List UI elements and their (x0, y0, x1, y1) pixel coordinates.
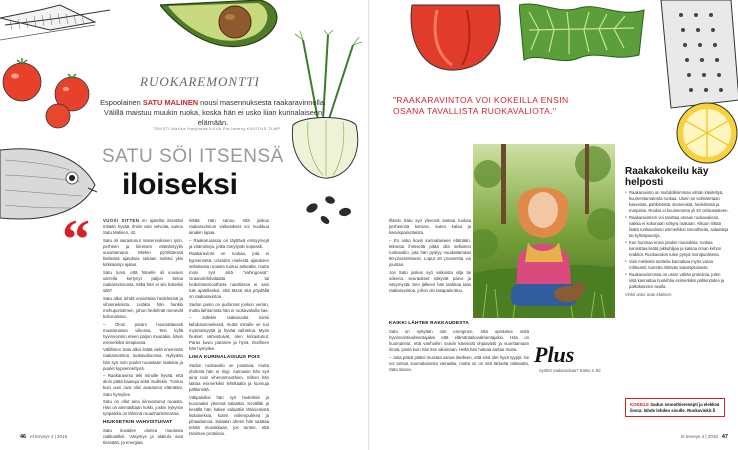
paragraph: Jos Satu joskus syö valkoista vilja tai sokeria, seuraukset näkyvät paino ja väsymystä. Sen jälkeen hän tankkaa taas raakaravintoa, johon olo tasapainottuu. (389, 269, 471, 294)
body-column-2 (189, 218, 269, 439)
page-number: 47 (721, 434, 728, 440)
page-number: 46 (20, 434, 27, 440)
intro-name: SATU MALINEN (142, 98, 199, 107)
plus-text: Syötkö raakaruokaa? Katso s. 82 (539, 368, 601, 373)
paragraph: Satu kuvailee olonsa muutosta radikaaliksi. Väsymys ja alakulo ovat tiessään, ja energiaa (103, 428, 183, 446)
paragraph: – Oloni parani huomattavasti muutamassa viikossa. Tein kyllä hyvinvoinnin eteen paljon muutakin, kävin esimerkiksi terapiassa. (103, 321, 183, 345)
related-link-box[interactable] (625, 398, 725, 417)
paragraph: Välillisten Satu alkoi lisätä vielä enemmän raakaravintoa ruokavalioonsa. Nykyään hän syö noin puolet ruoastaan raakana ja puolet kypsennettynä. (103, 347, 183, 371)
credits: TEKSTI Marika Harjumaa KUVA Pia Inberg KUVITUS TLMP (153, 126, 281, 131)
lead-rest: en ajatellut itsestäni mitään hyvää. Ilmiin vain velvoita, sanoo Satu Malinen, 42. (103, 218, 183, 236)
subheading: HIUKSETKIN VAHVISTUIVAT (103, 420, 173, 426)
paragraph: – Jollekin raakaruoka toimii laihdutusmielessä, mutta minulle se tuo myönteisyyttä ja hyvää vaihtelua. Myös hiukset vahvistuivat, olen kirkastunut. Paras kuvio paranee ja hyvä, Itsellinen hän hymyilee. (189, 315, 269, 351)
paragraph: Satu on ollut aina kiinnostunut ruoasta. Hän on ammatiltaan kokki, joskin nykyisin työpaikka on lähinnä ruuanhankinnassa. (103, 399, 183, 417)
list-item: ● Raakaravinto on mahdollisimman vähän käsiteltyä, kuumentamatonta ruokaa. Usein se valmistetaan kasveista, pähkinöistä, siemenistä, hedelmistä ja marjoista. Ruokia ei kuumenneta yli 40 celsiusasteen. (625, 190, 729, 214)
sidebar-list (625, 190, 729, 299)
lettuce-illustration (519, 0, 649, 70)
related-text: Sadun smoothieresepti ja elekkeä ilosta: lähde lehden sivulle. Ruokavinkit.fi (630, 402, 720, 413)
paragraph: Satu tunsi, että hänelle oli vuosien varrella kertynyt paljon tietoa raakaravinnosta. Mikä hän ei siis kokeilisi sitä? (103, 269, 183, 294)
list-item: ● Raakaravinnon voi sovittaa omaan ruokavalioon, vaikka ei kokonaan siirtyisi raakaan. Alkuun riittää lisätä ruokavalioon esimerkiksi smoothieita, salaatteja tai kylmäpuuroja. (625, 215, 729, 239)
intro-pre: Espoolainen (100, 98, 143, 107)
seeds-illustration (300, 190, 360, 230)
list-item: ● Raakaravinnossa on usein vähän proteiinia, joten siitä kannattaa huolehtia esimerkiksi pähkinöiden ja palkokasvien avulla. (625, 272, 729, 290)
paragraph: – Raakaruoassa on täyttävä entsyymejä ja vitamiineja, jotka imeytyvät nopeasti. (189, 237, 269, 249)
list-item: ● Kun huomaa ensin jotakin muutoksia, ruokaa kannattaa lisätä pikkuhiljaa ja katsoa oman kehon reaktiot. Ruokavalion tulee pysyä monipuolisena. (625, 240, 729, 258)
headline-line1: SATU SÖI ITSENSÄ (102, 146, 284, 167)
subheading: KAIKKI LÄHTEE RAKKAUDESTA (389, 321, 470, 326)
paragraph: Illaisin Satu syö yleensä samaa ruokaa perheensä kanssa, kuten kalaa ja kasvispainotteista. (389, 218, 471, 236)
intro-text (98, 98, 328, 128)
paragraph: Satu oli sairastunut masennukseen työn, perheen ja kiireisen elämäntyylin uuvuttamana. Mielen pyörittäessä kielteisiä ajatuksia sekaan mahtui yksi kirkkaampi ajatus. (103, 237, 183, 268)
folio-text: et terveys 4 | 2015 (30, 434, 68, 439)
folio-left (20, 434, 67, 440)
section-label: RUOKAREMONTTI (140, 74, 260, 89)
related-keyword: KOKEILE (630, 402, 650, 407)
paragraph: Satu on nykyään niin energinen, että opiskelee sekä hyvinvointivalmentajaksi että elämäntaitovalmentajaksi. Hän on huomannut, että vanhoihin naisiin kävisivät ohjaavasti ja suorittamaan riimiä, joista kuin hän itse aikoinaan. Hellä hän haluaa auttaa muita. (389, 328, 529, 353)
body-column-3 (389, 218, 471, 296)
paragraph: Sadun ruokavalio on joustava, mutta yhdestä hän ei tingi. Aamuisin hän syö aina noin viherosmoothien. Siihen hän laittaa esimerkiksi lehtikaalia ja luomuja pähkinöitä. (189, 362, 269, 393)
body-column-3b (389, 318, 529, 374)
paragraph: Sadun paino on pudonnut jonkun verran, mutta laihtumista hän ei ruokavaliolla hae. (189, 301, 270, 313)
pull-quote: "RAAKARAVINTOA VOI KOKEILLA ENSIN OSANA TAVALLISTA RUOKAVALIOTA." (393, 95, 569, 117)
lead-word: VUOSI SITTEN (103, 218, 140, 223)
intro-rest: nousi masennuksesta raakaravinnolla. Välillä maistuu muukin ruoka, koska hän ei usko liian kurinalaiseen elämään. (103, 98, 326, 127)
paragraph: Välipaloiksi hän syö hedelmiä ja kuonaaksi yleensä salaattia. Kevälläli ja kesällä hän hakee salaattiin lähiniemistä lisäaineksia, kuten voikenpuhkea ja pihaaitamoa. Salaatin oheen hän saattaa tehdä munakkaan, jos tuntee, että tarvitsee proteiinia. (189, 394, 269, 437)
folio-right (681, 434, 728, 440)
lemon-illustration (665, 98, 738, 168)
body-column-1 (103, 218, 183, 448)
paragraph: – En usko kovin kurinalaiseen elämään. Minusta ihmisellä pitää olla sellainen ruokavalio, jota hän pystyy noudattamaan 80-prosenttisesti. Loput 20 prosenttia voi joustaa. (389, 237, 471, 268)
headline-line2: iloiseksi (122, 168, 238, 201)
list-item: ● Vain mieleisiä tuotteita kannattaa myös varaa rohkeasti, tuoretta riittävän kasvispitoisesti. (625, 259, 729, 271)
avocado-illustration (160, 0, 290, 70)
tip-credit: Vinkit antoi Satu Malinen. (625, 291, 673, 297)
grater-illustration (651, 0, 738, 110)
quote-mark-icon: “ (62, 209, 90, 271)
paragraph: Satu alkoi tehdä ensiotteita hedelmistä ja vihanneksista. Lisäksi hän hankki mehupuristimen, johon hedelmät menevät kokonaisina. (103, 295, 184, 319)
portrait-photo (473, 144, 615, 318)
folio-text: et terveys 4 | 2015 (680, 434, 718, 439)
paragraph: Raakaravinto on ruokaa, jota ei kypsennetä. Useiden mielestä ajatuksen sellaisesta ruoasta tuntuu ankealta, mutta moni syö siitä "vahingossa". Graanolohihalaatta tai hedelmäsmoothieta nauttiessa ei vain tule ajatelleeksi, että tässä sitä pöydällä on raakaravintoa. (189, 251, 269, 300)
plus-label: Plus (534, 342, 575, 367)
paragraph: – Joka päivä pitäisi muistaa sanoa itselleen, että sinä olet hyvä tyyppi. Se voi tuntua suomalaisesta vieraalta, mutta se on sitä tärkeää rakkautta, Satu sanoo. (389, 354, 529, 372)
sidebar-title: Raakakokeilu käy helposti (625, 166, 709, 188)
paragraph: riittää. Hän sanoo, että joskus raakaravinnon vaikutukset voi nuokkuu ainakin lupaa. (189, 218, 269, 236)
red-pepper-illustration (407, 0, 507, 75)
subheading: LIIKA KURINALAISUUS POIS (189, 354, 260, 360)
tomatoes-illustration (0, 52, 100, 132)
right-page (369, 0, 738, 450)
paragraph: – Raakaravinto teki minulle hyvää, että aloin pitää kaasuja sekä muillekin. Tuntuu kuin uusi oiva olisi avautunut elämääni, Satu hymyilee. (103, 373, 183, 397)
